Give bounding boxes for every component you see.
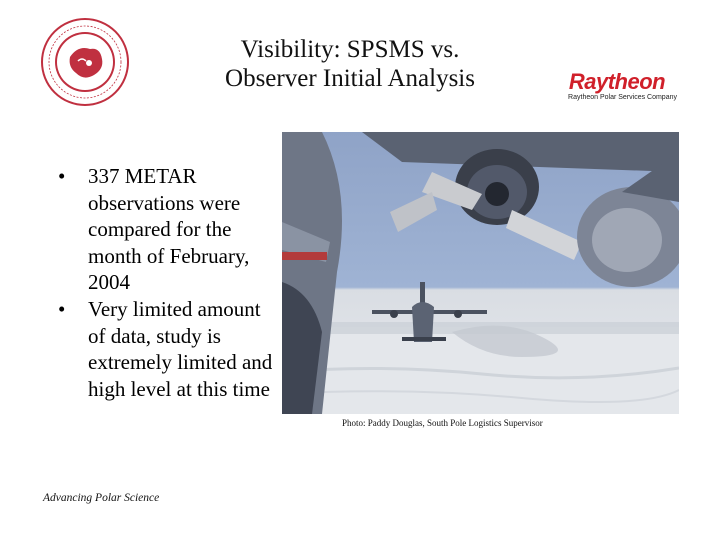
logo-wordmark: Raytheon [568,69,666,94]
logo-subtitle: Raytheon Polar Services Company [568,94,677,101]
photo-caption: Photo: Paddy Douglas, South Pole Logistics Supervisor [342,418,543,428]
footer-tagline: Advancing Polar Science [43,492,160,504]
bullet-item: • Very limited amount of data, study is extremely limited and high level at this time [58,296,278,402]
bullet-item: • 337 METAR observations were compared for the month of February, 2004 [58,163,278,296]
program-seal [40,17,130,107]
title-line-1: Visibility: SPSMS vs. [240,36,460,63]
title-line-2: Observer Initial Analysis [225,65,475,92]
aircraft-photo [282,132,679,414]
slide-title [180,35,520,93]
company-logo [557,70,677,101]
bullet-list [58,163,278,402]
